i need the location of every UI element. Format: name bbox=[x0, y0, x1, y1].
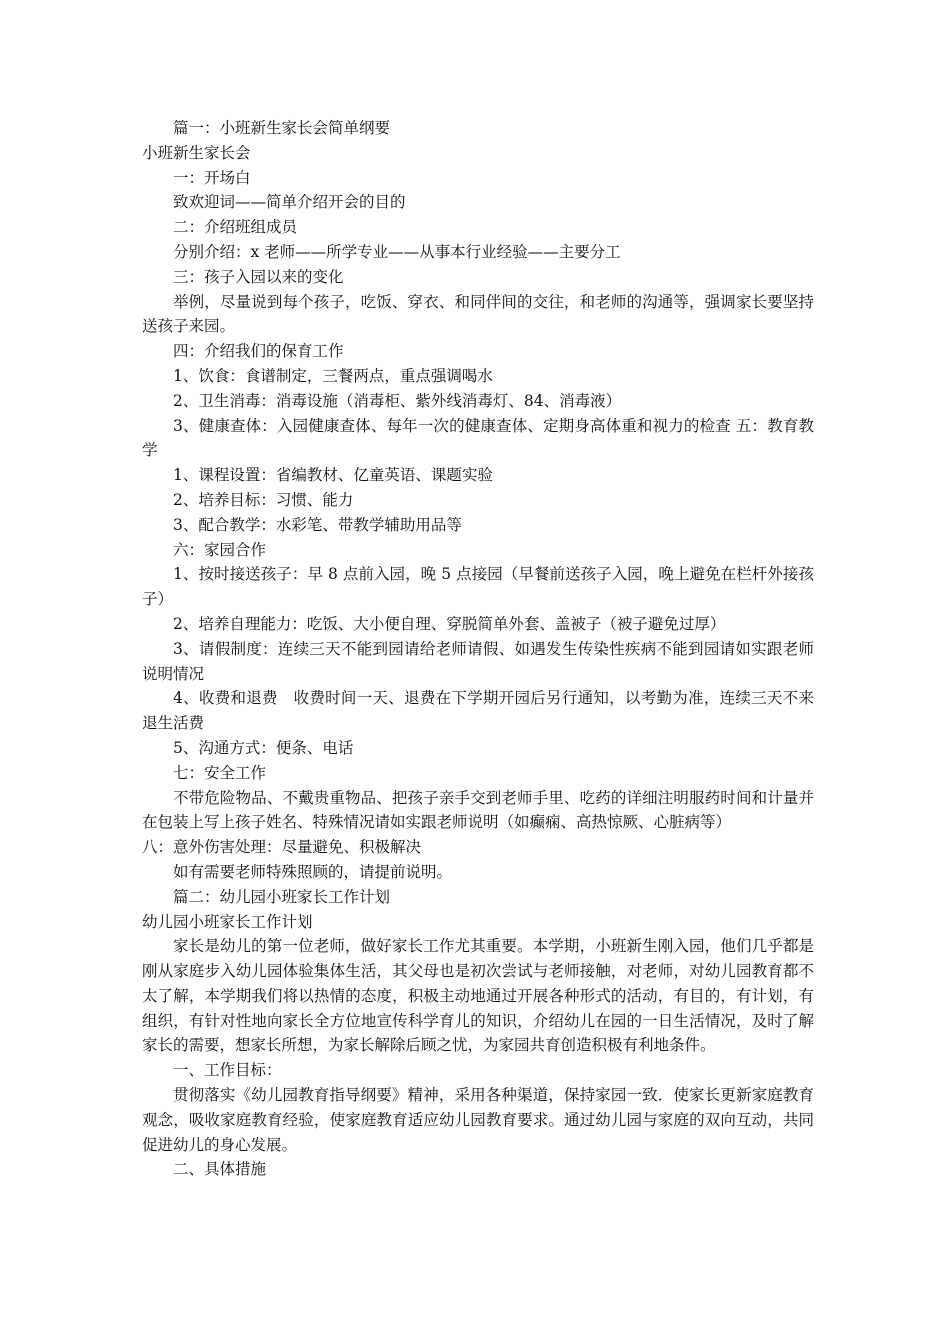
list-item-hygiene: 2、卫生消毒：消毒设施（消毒柜、紫外线消毒灯、84、消毒液） bbox=[173, 391, 622, 410]
section-safety: 七：安全工作 bbox=[173, 763, 267, 782]
subtitle-parent-meeting: 小班新生家长会 bbox=[142, 143, 251, 162]
section-measures: 二、具体措施 bbox=[173, 1160, 267, 1179]
section-home-school: 六：家园合作 bbox=[173, 540, 267, 559]
document-page bbox=[142, 116, 814, 1182]
list-item-diet: 1、饮食：食谱制定，三餐两点，重点强调喝水 bbox=[173, 366, 493, 385]
section-changes: 三：孩子入园以来的变化 bbox=[173, 267, 344, 286]
list-item-goals: 2、培养目标：习惯、能力 bbox=[173, 490, 354, 509]
paragraph-welcome: 致欢迎词——简单介绍开会的目的 bbox=[173, 193, 406, 212]
list-item-health-check: 3、健康查体：入园健康查体、每年一次的健康查体、定期身高体重和视力的检查 五：教育教学 bbox=[142, 416, 814, 460]
section-care-work: 四：介绍我们的保育工作 bbox=[173, 342, 344, 361]
section-accident: 八：意外伤害处理：尽量避免、积极解决 bbox=[142, 838, 422, 857]
paragraph-special-care: 如有需要老师特殊照顾的，请提前说明。 bbox=[173, 862, 453, 881]
heading-part-two: 篇二：幼儿园小班家长工作计划 bbox=[173, 887, 391, 906]
list-item-self-care: 2、培养自理能力：吃饭、大小便自理、穿脱简单外套、盖被子（被子避免过厚） bbox=[173, 614, 726, 633]
list-item-communication: 5、沟通方式：便条、电话 bbox=[173, 738, 354, 757]
heading-part-one: 篇一：小班新生家长会简单纲要 bbox=[173, 119, 391, 137]
section-work-goals: 一、工作目标： bbox=[173, 1061, 282, 1080]
paragraph-goals: 贯彻落实《幼儿园教育指导纲要》精神，采用各种渠道，保持家园一致．使家长更新家庭教育观念，吸收家庭教育经验，使家庭教育适应幼儿园教育要求。通过幼儿园与家庭的双向互动，共同促进幼儿的身心发展。 bbox=[142, 1086, 814, 1154]
list-item-teaching-support: 3、配合教学：水彩笔、带教学辅助用品等 bbox=[173, 515, 462, 534]
paragraph-examples: 举例，尽量说到每个孩子，吃饭、穿衣、和同伴间的交往，和老师的沟通等，强调家长要坚持送孩子来园。 bbox=[142, 292, 814, 336]
list-item-pickup: 1、按时接送孩子：早 8 点前入园，晚 5 点接园（早餐前送孩子入园，晚上避免在栏杆外接孩子） bbox=[142, 565, 814, 609]
paragraph-introductions: 分别介绍：x 老师——所学专业——从事本行业经验——主要分工 bbox=[173, 242, 621, 261]
paragraph-safety-rules: 不带危险物品、不戴贵重物品、把孩子亲手交到老师手里、吃药的详细注明服药时间和计量并在包装上写上孩子姓名、特殊情况请如实跟老师说明（如癫痫、高热惊厥、心脏病等） bbox=[142, 788, 814, 832]
list-item-leave: 3、请假制度：连续三天不能到园请给老师请假、如遇发生传染性疾病不能到园请如实跟老师说明情况 bbox=[142, 639, 814, 683]
section-team-members: 二：介绍班组成员 bbox=[173, 218, 298, 237]
subtitle-work-plan: 幼儿园小班家长工作计划 bbox=[142, 912, 313, 931]
paragraph-intro-plan: 家长是幼儿的第一位老师，做好家长工作尤其重要。本学期，小班新生刚入园，他们几乎都是刚从家庭步入幼儿园体验集体生活，其父母也是初次尝试与老师接触，对老师，对幼儿园教育都不太了解，本学期我们将以热情的态度，积极主动地通过开展各种形式的活动，有目的，有计划，有组织，有针对性地向家长全方位地宣传科学育儿的知识，介绍幼儿在园的一日生活情况，及时了解家长的需要，想家长所想，为家长解除后顾之忧，为家园共育创造积极有利地条件。 bbox=[142, 937, 814, 1055]
list-item-fees: 4、收费和退费 收费时间一天、退费在下学期开园后另行通知，以考勤为准，连续三天不来退生活费 bbox=[142, 689, 814, 733]
list-item-curriculum: 1、课程设置：省编教材、亿童英语、课题实验 bbox=[173, 466, 493, 485]
section-opening: 一：开场白 bbox=[173, 168, 251, 187]
